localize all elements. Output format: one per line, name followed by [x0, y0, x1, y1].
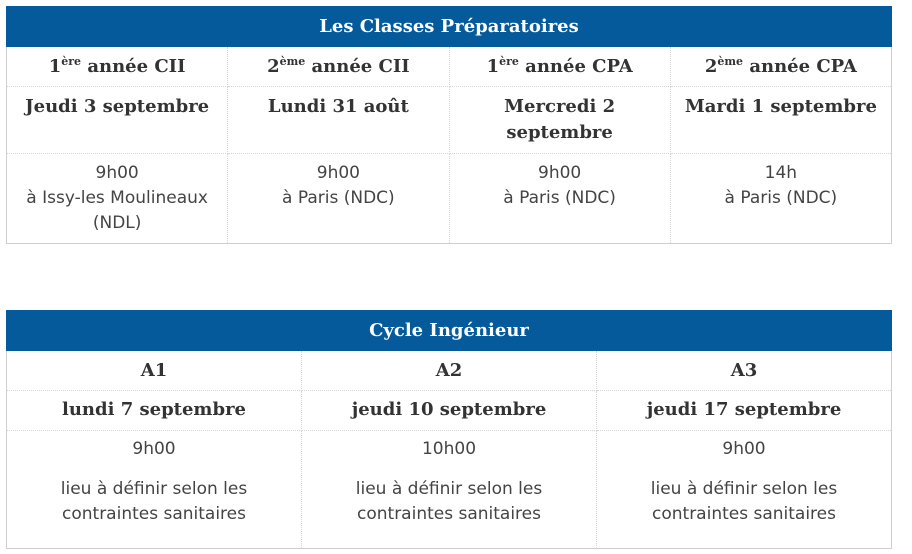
cycle-col-header-3: A3: [597, 351, 892, 391]
cycle-date-2: jeudi 10 septembre: [302, 391, 597, 431]
cycle-info-2: [302, 431, 597, 549]
cycle-time-2: 10h00: [421, 439, 477, 459]
prep-time-2: 9h00: [316, 163, 360, 183]
cycle-info-1: [7, 431, 302, 549]
cycle-place-1: lieu à définir selon les contraintes sanitaires: [60, 479, 248, 524]
prep-time-4: 14h: [764, 163, 798, 183]
prep-col-header-1: 1ère année CII: [7, 47, 228, 87]
prep-info-3: [449, 154, 670, 244]
cycle-time-1: 9h00: [132, 439, 176, 459]
cycle-col-header-1: A1: [7, 351, 302, 391]
prep-time-3: 9h00: [538, 163, 582, 183]
cycle-info-row: [7, 431, 892, 549]
cycle-date-3: jeudi 17 septembre: [597, 391, 892, 431]
prep-col-header-2: 2ème année CII: [228, 47, 449, 87]
prep-place-2: à Paris (NDC): [282, 188, 395, 208]
prep-col-header-3: 1ère année CPA: [449, 47, 670, 87]
prep-info-1: [7, 154, 228, 244]
prep-date-3: Mercredi 2 septembre: [449, 87, 670, 154]
prep-info-row: [7, 154, 892, 244]
prep-classes-table: [6, 6, 892, 244]
cycle-place-3: lieu à définir selon les contraintes sanitaires: [650, 479, 838, 524]
cycle-date-1: lundi 7 septembre: [7, 391, 302, 431]
prep-info-4: [670, 154, 891, 244]
cycle-ingenieur-table: [6, 310, 892, 549]
cycle-place-2: lieu à définir selon les contraintes sanitaires: [355, 479, 543, 524]
prep-date-4: Mardi 1 septembre: [670, 87, 891, 154]
cycle-date-row: [7, 391, 892, 431]
prep-place-4: à Paris (NDC): [724, 188, 838, 208]
cycle-ingenieur-title: Cycle Ingénieur: [7, 311, 892, 351]
prep-header-row: [7, 47, 892, 87]
prep-date-1: Jeudi 3 septembre: [7, 87, 228, 154]
prep-classes-title: Les Classes Préparatoires: [7, 7, 892, 47]
prep-time-1: 9h00: [95, 163, 139, 183]
prep-date-row: [7, 87, 892, 154]
prep-place-1: à Issy-les Moulineaux (NDL): [26, 188, 208, 233]
prep-info-2: [228, 154, 449, 244]
cycle-col-header-2: A2: [302, 351, 597, 391]
cycle-info-3: [597, 431, 892, 549]
prep-col-header-4: 2ème année CPA: [670, 47, 891, 87]
cycle-time-3: 9h00: [722, 439, 766, 459]
prep-date-2: Lundi 31 août: [228, 87, 449, 154]
prep-place-3: à Paris (NDC): [503, 188, 616, 208]
cycle-header-row: [7, 351, 892, 391]
